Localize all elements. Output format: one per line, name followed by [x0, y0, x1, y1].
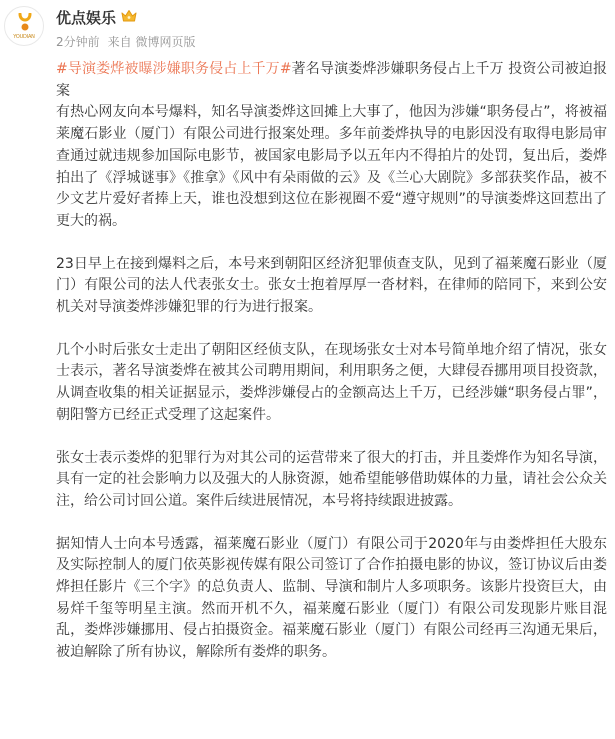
post-header	[0, 0, 615, 60]
post-content	[56, 59, 607, 685]
avatar-logo-icon	[17, 13, 33, 31]
avatar[interactable]	[4, 6, 44, 46]
paragraph: 张女士表示娄烨的犯罪行为对其公司的运营带来了很大的打击，并且娄烨作为知名导演，具有一定的社会影响力以及强大的人脉资源，她希望能够借助媒体的力量，请社会公众关注，给公司讨回公道。案件后续进展情况，本号将持续跟进披露。	[56, 449, 607, 509]
paragraph: 有热心网友向本号爆料，知名导演娄烨这回摊上大事了，他因为涉嫌“职务侵占”，将被福莱魔石影业（厦门）有限公司进行报案处理。多年前娄烨执导的电影因没有取得电影局审查通过就违规参加国际电影节，被国家电影局予以五年内不得拍片的处罚，复出后，娄烨拍出了《浮城谜事》《推拿》《风中有朵雨做的云》及《兰心大剧院》多部获奖作品，被不少文艺片爱好者捧上天，谁也没想到这位在影视圈不爱“遵守规则”的导演娄烨这回惹出了更大的祸。	[56, 104, 607, 229]
paragraph: 据知情人士向本号透露，福莱魔石影业（厦门）有限公司于2020年与由娄烨担任大股东及实际控制人的厦门依英影视传媒有限公司签订了合作拍摄电影的协议，签订协议后由娄烨担任影片《三个字》的总负责人、监制、导演和制片人多项职务。该影片投资巨大，由易烊千玺等明星主演。然而开机不久，福莱魔石影业（厦门）有限公司发现影片账目混乱，娄烨涉嫌挪用、侵占拍摄资金。福莱魔石影业（厦门）有限公司经再三沟通无果后，被迫解除了所有协议，解除所有娄烨的职务。	[56, 535, 607, 661]
post-title-text: 著名导演娄烨涉嫌职务侵占上千万 投资公司被迫报案	[56, 61, 607, 99]
paragraph: 几个小时后张女士走出了朝阳区经侦支队，在现场张女士对本号简单地介绍了情况，张女士表示，著名导演娄烨在被其公司聘用期间，利用职务之便，大肆侵吞挪用项目投资款，从调查收集的相关证据显示，娄烨涉嫌侵占的金额高达上千万，已经涉嫌“职务侵占罪”，朝阳警方已经正式受理了这起案件。	[56, 341, 607, 423]
crown-icon[interactable]	[121, 9, 137, 23]
post-time[interactable]: 2分钟前	[56, 35, 100, 49]
topic-link[interactable]: #导演娄烨被曝涉嫌职务侵占上千万#	[56, 61, 292, 77]
verified-badge-icon	[37, 41, 44, 46]
post-title	[56, 59, 607, 102]
post-source: 来自 微博网页版	[107, 35, 196, 49]
paragraph: 23日早上在接到爆料之后，本号来到朝阳区经济犯罪侦查支队，见到了福莱魔石影业（厦门）有限公司的法人代表张女士。张女士抱着厚厚一沓材料，在律师的陪同下，来到公安机关对导演娄烨涉嫌犯罪的行为进行报案。	[56, 255, 607, 316]
avatar-text: YOUDIAN	[13, 34, 35, 40]
author-name[interactable]: 优点娱乐	[56, 9, 117, 27]
post-meta	[56, 33, 195, 50]
